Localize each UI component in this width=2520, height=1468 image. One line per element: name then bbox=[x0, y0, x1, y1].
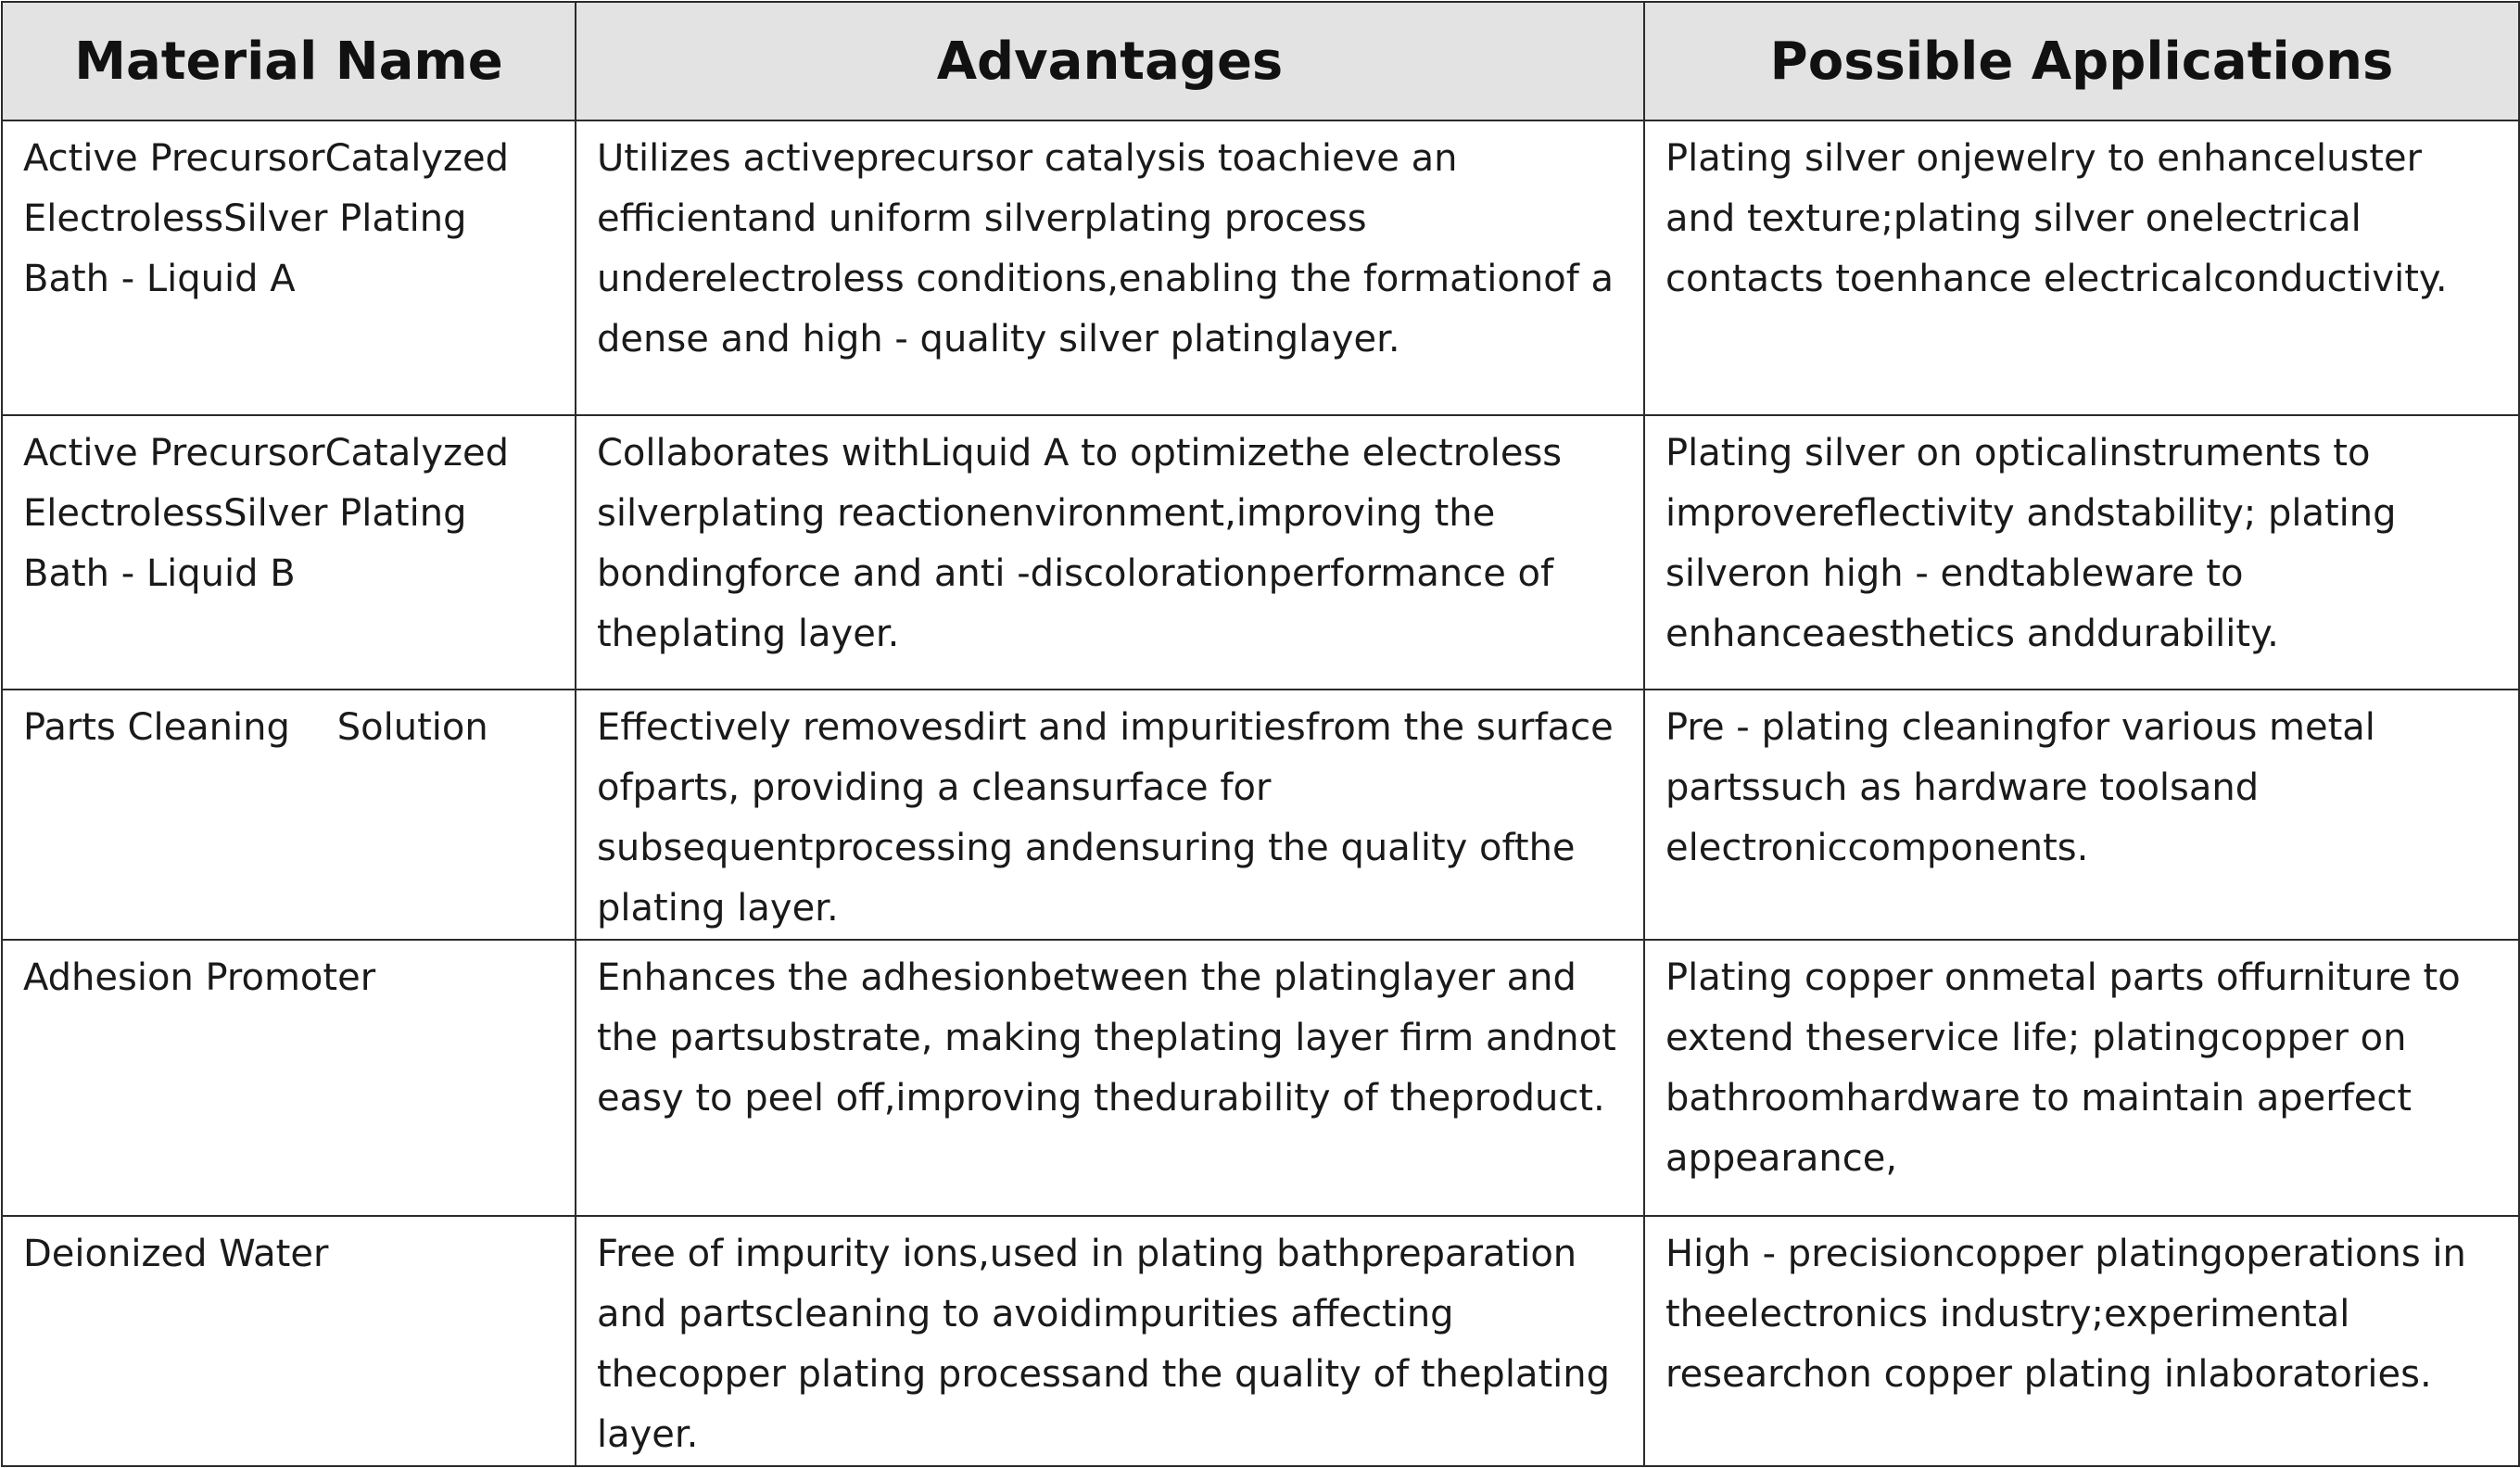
header-material-name: Material Name bbox=[2, 2, 576, 120]
material-name-cell: Deionized Water bbox=[2, 1216, 576, 1466]
table-row bbox=[2, 1216, 2519, 1466]
advantages-cell: Effectively removesdirt and impuritiesfrom the surface ofparts, providing a cleansurface for subsequentprocessing andensuring the quality ofthe plating layer. bbox=[576, 690, 1644, 940]
table-row bbox=[2, 120, 2519, 415]
applications-cell: Pre - plating cleaningfor various metal partssuch as hardware toolsand electroniccomponents. bbox=[1644, 690, 2519, 940]
material-name-cell: Parts Cleaning Solution bbox=[2, 690, 576, 940]
table-row bbox=[2, 415, 2519, 690]
table-row bbox=[2, 690, 2519, 940]
applications-cell: High - precisioncopper platingoperations in theelectronics industry;experimental researchon copper plating inlaboratories. bbox=[1644, 1216, 2519, 1466]
advantages-cell: Free of impurity ions,used in plating bathpreparation and partscleaning to avoidimpurities affecting thecopper plating processand the quality of theplating layer. bbox=[576, 1216, 1644, 1466]
material-name-cell: Adhesion Promoter bbox=[2, 940, 576, 1216]
advantages-cell: Enhances the adhesionbetween the platinglayer and the partsubstrate, making theplating layer firm andnot easy to peel off,improving thedurability of theproduct. bbox=[576, 940, 1644, 1216]
advantages-cell: Utilizes activeprecursor catalysis toachieve an efficientand uniform silverplating process underelectroless conditions,enabling the formationof a dense and high - quality silver platinglayer. bbox=[576, 120, 1644, 415]
advantages-cell: Collaborates withLiquid A to optimizethe electroless silverplating reactionenvironment,improving the bondingforce and anti -discolorationperformance of theplating layer. bbox=[576, 415, 1644, 690]
applications-cell: Plating copper onmetal parts offurniture to extend theservice life; platingcopper on bathroomhardware to maintain aperfect appearance, bbox=[1644, 940, 2519, 1216]
table-row bbox=[2, 940, 2519, 1216]
materials-table bbox=[1, 1, 2520, 1467]
header-row bbox=[2, 2, 2519, 120]
applications-cell: Plating silver on opticalinstruments to improvereflectivity andstability; plating silveron high - endtableware to enhanceaesthetics anddurability. bbox=[1644, 415, 2519, 690]
material-name-cell: Active PrecursorCatalyzed ElectrolessSilver Plating Bath - Liquid A bbox=[2, 120, 576, 415]
header-advantages: Advantages bbox=[576, 2, 1644, 120]
header-possible-applications: Possible Applications bbox=[1644, 2, 2519, 120]
applications-cell: Plating silver onjewelry to enhanceluster and texture;plating silver onelectrical contacts toenhance electricalconductivity. bbox=[1644, 120, 2519, 415]
material-name-cell: Active PrecursorCatalyzed ElectrolessSilver Plating Bath - Liquid B bbox=[2, 415, 576, 690]
